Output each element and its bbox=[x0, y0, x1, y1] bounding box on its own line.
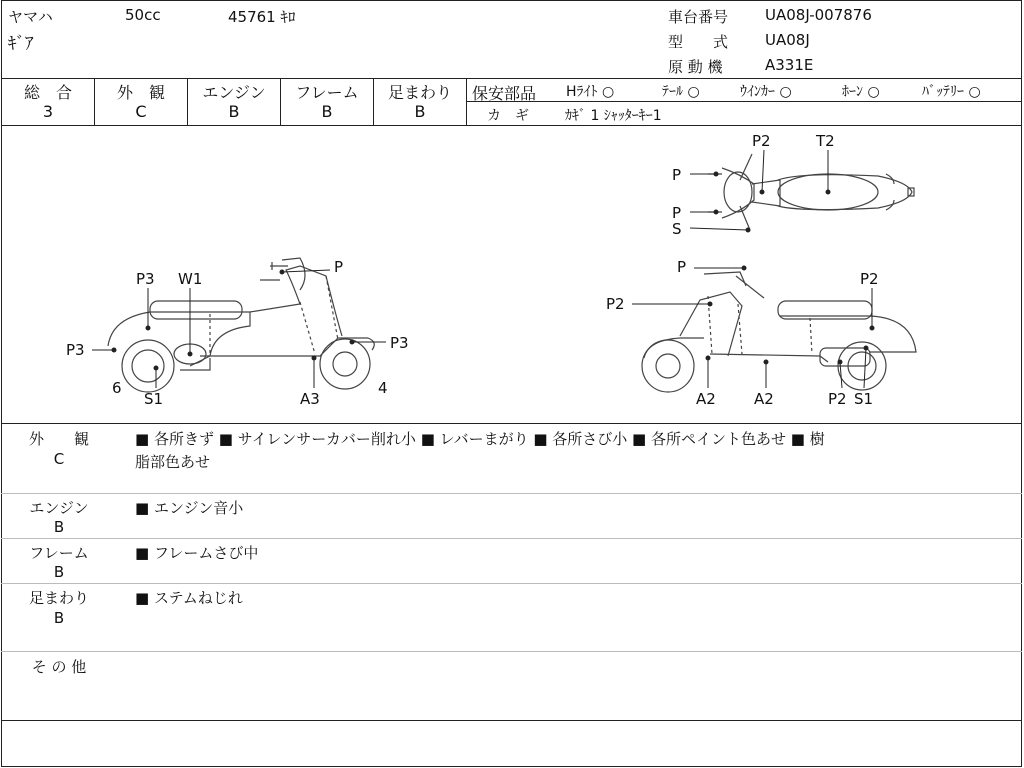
check-mark: ○ bbox=[779, 84, 792, 100]
note-suspension-text: ■ ステムねじれ bbox=[135, 589, 243, 607]
diagram-label: P bbox=[672, 204, 682, 222]
suspension-label: 足まわり bbox=[387, 83, 452, 102]
diagram-label: P3 bbox=[66, 341, 85, 359]
diagram-label: P bbox=[677, 258, 687, 276]
notes-bottom-border bbox=[1, 720, 1022, 721]
exterior-label: 外 観 bbox=[116, 83, 165, 102]
diagram-label: S1 bbox=[854, 390, 874, 408]
diagram-label: W1 bbox=[178, 270, 203, 288]
displacement: 50cc bbox=[125, 6, 161, 24]
scooter-damage-diagram bbox=[0, 126, 1024, 424]
note-exterior-grade: C bbox=[53, 450, 65, 468]
note-exterior-text: ■ 各所きず ■ サイレンサーカバー削れ小 ■ レバーまがり ■ 各所さび小 ■ 各所ペイント色あせ ■ 樹 bbox=[135, 430, 825, 448]
note-suspension-label: 足まわり bbox=[28, 589, 89, 607]
exterior-grade: C bbox=[135, 102, 147, 121]
note-engine-grade: B bbox=[53, 518, 65, 536]
diagram-label: P3 bbox=[390, 334, 409, 352]
diagram-label: 6 bbox=[112, 379, 122, 397]
note-suspension-grade: B bbox=[53, 609, 65, 627]
key-label: カ ギ bbox=[487, 108, 529, 124]
notes-top-border bbox=[1, 423, 1022, 424]
diagram-label: P2 bbox=[606, 295, 625, 313]
diagram-label: P bbox=[334, 258, 344, 276]
engine-label: エンジン bbox=[202, 83, 266, 102]
diagram-label: P2 bbox=[752, 132, 771, 150]
safety-item-name: ﾎｰﾝ bbox=[842, 84, 863, 100]
right-side-scooter bbox=[642, 272, 916, 392]
frame-no: UA08J-007876 bbox=[765, 6, 872, 24]
safety-divider bbox=[467, 101, 1022, 102]
note-engine-text: ■ エンジン音小 bbox=[135, 499, 244, 517]
frame-no-label: 車台番号 bbox=[668, 8, 729, 26]
diagram-label: S1 bbox=[144, 390, 164, 408]
lot-number: 45761 ｷﾛ bbox=[228, 8, 296, 26]
diagram-label: P bbox=[672, 166, 682, 184]
diagram-label: A2 bbox=[696, 390, 716, 408]
check-mark: ○ bbox=[687, 84, 700, 100]
diagram-label: P3 bbox=[136, 270, 155, 288]
model-name: ｷﾞｱ bbox=[8, 34, 34, 54]
note-other-label: そ の 他 bbox=[31, 658, 87, 676]
note-exterior-text-2: 脂部色あせ bbox=[135, 453, 211, 471]
check-mark: ○ bbox=[601, 84, 615, 100]
maker: ヤマハ bbox=[8, 8, 53, 26]
top-view-scooter bbox=[708, 154, 914, 230]
safety-item-battery bbox=[922, 81, 981, 101]
safety-item-headlight bbox=[566, 81, 614, 101]
diagram-label: P2 bbox=[828, 390, 847, 408]
safety-parts-label: 保安部品 bbox=[472, 84, 537, 103]
diagram-label: T2 bbox=[816, 132, 835, 150]
type-label: 型 式 bbox=[668, 33, 729, 51]
row-divider bbox=[1, 583, 1022, 584]
safety-item-tail bbox=[662, 81, 700, 101]
diagram-label: P2 bbox=[860, 270, 879, 288]
suspension-grade: B bbox=[414, 102, 426, 121]
note-frame-label: フレーム bbox=[29, 544, 89, 562]
safety-item-name: ｳｲﾝｶｰ bbox=[740, 84, 775, 100]
safety-item-name: ﾊﾞｯﾃﾘｰ bbox=[922, 84, 964, 100]
safety-item-name: ﾃｰﾙ bbox=[662, 84, 683, 100]
row-divider bbox=[1, 651, 1022, 652]
note-frame-text: ■ フレームさび中 bbox=[135, 544, 259, 562]
diagram-label: S bbox=[672, 220, 682, 238]
row-divider bbox=[1, 493, 1022, 494]
note-frame-grade: B bbox=[53, 563, 65, 581]
safety-item-winker bbox=[740, 81, 792, 101]
type-value: UA08J bbox=[765, 31, 810, 49]
row-divider bbox=[1, 538, 1022, 539]
check-mark: ○ bbox=[968, 84, 981, 100]
diagram-label: A3 bbox=[300, 390, 320, 408]
overall-grade: 3 bbox=[42, 102, 54, 121]
frame-grade: B bbox=[321, 102, 333, 121]
engine-grade: B bbox=[228, 102, 240, 121]
overall-label: 総 合 bbox=[23, 83, 72, 102]
key-value: ｶｷﾞ 1 ｼｬｯﾀｰｷｰ1 bbox=[565, 108, 662, 124]
note-engine-label: エンジン bbox=[29, 499, 89, 517]
note-exterior-label: 外 観 bbox=[28, 430, 89, 448]
engine-label: 原 動 機 bbox=[668, 58, 723, 76]
check-mark: ○ bbox=[867, 84, 880, 100]
safety-item-horn bbox=[842, 81, 880, 101]
grade-top-border bbox=[1, 78, 1022, 79]
safety-item-name: Hﾗｲﾄ bbox=[566, 84, 598, 100]
frame-label: フレーム bbox=[295, 83, 359, 102]
diagram-label: A2 bbox=[754, 390, 774, 408]
diagram-label: 4 bbox=[378, 379, 388, 397]
engine-value: A331E bbox=[765, 56, 814, 74]
